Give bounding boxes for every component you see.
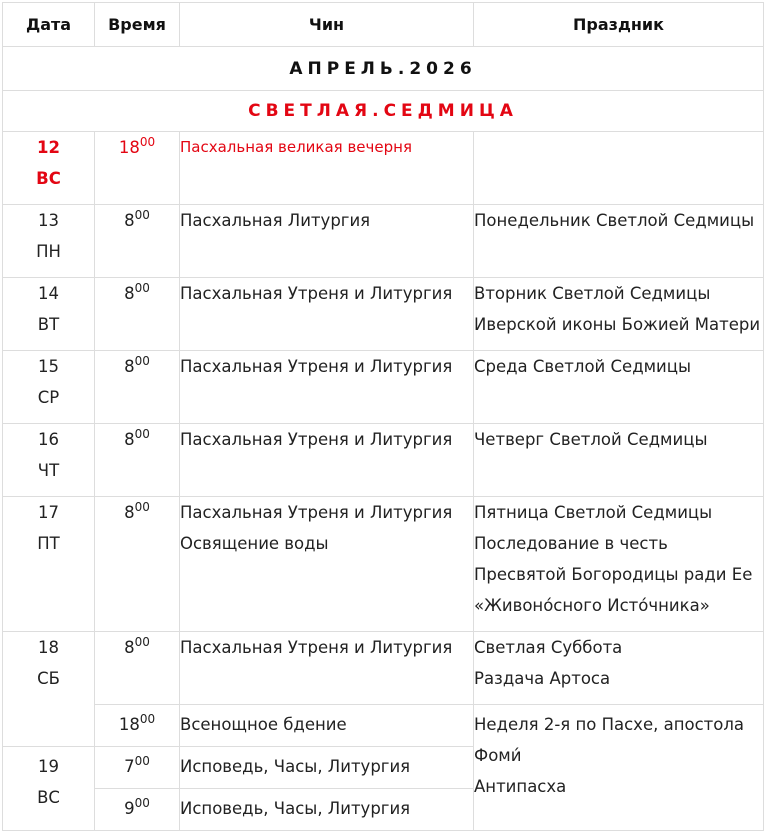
time-hour: 8 — [124, 357, 135, 376]
date-cell — [3, 278, 95, 351]
feast-cell — [474, 132, 764, 205]
table-row — [3, 351, 764, 424]
feast-cell — [474, 351, 764, 424]
feast-line: Антипасха — [474, 777, 567, 796]
month-row — [3, 47, 764, 91]
schedule-table — [2, 2, 764, 831]
feast-line: Пресвятой Богородицы ради Ее — [474, 565, 753, 584]
time-minute: 00 — [134, 796, 150, 810]
date-cell — [3, 424, 95, 497]
rite-line: Пасхальная великая вечерня — [180, 138, 412, 156]
time-cell — [95, 632, 180, 705]
weekday: ПН — [36, 242, 61, 261]
day-number: 16 — [38, 430, 59, 449]
time-minute: 00 — [134, 500, 150, 514]
date-cell — [3, 497, 95, 632]
header-date: Дата — [3, 3, 95, 47]
rite-line: Всенощное бдение — [180, 715, 347, 734]
feast-cell — [474, 205, 764, 278]
time-cell — [95, 351, 180, 424]
rite-cell — [180, 205, 474, 278]
rite-cell — [180, 278, 474, 351]
time-hour: 8 — [124, 638, 135, 657]
time-hour: 18 — [118, 715, 140, 734]
date-cell — [3, 132, 95, 205]
time-cell — [95, 705, 180, 747]
weekday: ЧТ — [37, 461, 60, 480]
feast-line: Фоми́ — [474, 746, 522, 765]
time-cell — [95, 205, 180, 278]
rite-cell — [180, 132, 474, 205]
time-minute: 00 — [134, 208, 150, 222]
feast-cell — [474, 632, 764, 705]
table-row — [3, 424, 764, 497]
feast-cell — [474, 424, 764, 497]
table-row — [3, 497, 764, 632]
rite-cell — [180, 497, 474, 632]
table-row — [3, 205, 764, 278]
week-banner: СВЕТЛАЯ.СЕДМИЦА — [3, 91, 764, 132]
feast-line: Неделя 2-я по Пасхе, апостола — [474, 715, 745, 734]
rite-cell — [180, 747, 474, 789]
time-hour: 8 — [124, 430, 135, 449]
header-time: Время — [95, 3, 180, 47]
feast-line: Светлая Суббота — [474, 638, 623, 657]
rite-line: Освящение воды — [180, 534, 329, 553]
weekday: ПТ — [37, 534, 60, 553]
feast-line: Пятница Светлой Седмицы — [474, 503, 713, 522]
time-cell — [95, 278, 180, 351]
rite-cell — [180, 789, 474, 831]
feast-cell — [474, 705, 764, 831]
rite-line: Пасхальная Утреня и Литургия — [180, 430, 453, 449]
time-minute: 00 — [134, 281, 150, 295]
rite-line: Пасхальная Утреня и Литургия — [180, 357, 453, 376]
time-cell — [95, 132, 180, 205]
table-row — [3, 132, 764, 205]
time-hour: 9 — [124, 799, 135, 818]
table-row — [3, 278, 764, 351]
weekday: СР — [37, 388, 60, 407]
date-cell — [3, 351, 95, 424]
table-row — [3, 632, 764, 705]
time-hour: 8 — [124, 211, 135, 230]
weekday: ВС — [37, 788, 60, 807]
day-number: 12 — [37, 138, 60, 157]
rite-line: Пасхальная Утреня и Литургия — [180, 638, 453, 657]
date-cell — [3, 747, 95, 831]
rite-line: Исповедь, Часы, Литургия — [180, 757, 411, 776]
time-cell — [95, 424, 180, 497]
week-row — [3, 91, 764, 132]
feast-line: Раздача Артоса — [474, 669, 611, 688]
rite-cell — [180, 351, 474, 424]
rite-line: Пасхальная Утреня и Литургия — [180, 503, 453, 522]
time-minute: 00 — [139, 712, 156, 726]
time-minute: 00 — [139, 135, 156, 149]
time-hour: 18 — [118, 138, 140, 157]
month-banner: АПРЕЛЬ.2026 — [3, 47, 764, 91]
feast-cell — [474, 278, 764, 351]
time-cell — [95, 747, 180, 789]
weekday: ВС — [36, 169, 61, 188]
feast-line: «Живоно́сного Исто́чника» — [474, 596, 710, 615]
day-number: 18 — [38, 638, 59, 657]
date-cell — [3, 205, 95, 278]
header-row — [3, 3, 764, 47]
time-minute: 00 — [134, 754, 150, 768]
date-cell — [3, 632, 95, 747]
time-cell — [95, 497, 180, 632]
time-hour: 8 — [124, 284, 135, 303]
day-number: 15 — [38, 357, 59, 376]
time-cell — [95, 789, 180, 831]
header-rite: Чин — [180, 3, 474, 47]
rite-cell — [180, 632, 474, 705]
time-minute: 00 — [134, 354, 150, 368]
day-number: 19 — [38, 757, 59, 776]
feast-line: Вторник Светлой Седмицы — [474, 284, 711, 303]
day-number: 14 — [38, 284, 59, 303]
feast-line: Последование в честь — [474, 534, 668, 553]
time-hour: 7 — [124, 757, 135, 776]
feast-cell — [474, 497, 764, 632]
time-hour: 8 — [124, 503, 135, 522]
rite-cell — [180, 705, 474, 747]
rite-cell — [180, 424, 474, 497]
feast-line: Четверг Светлой Седмицы — [474, 430, 708, 449]
feast-line: Среда Светлой Седмицы — [474, 357, 692, 376]
header-feast: Праздник — [474, 3, 764, 47]
feast-line: Иверской иконы Божией Матери — [474, 315, 761, 334]
weekday: СБ — [37, 669, 60, 688]
time-minute: 00 — [134, 635, 150, 649]
rite-line: Пасхальная Утреня и Литургия — [180, 284, 453, 303]
day-number: 17 — [38, 503, 59, 522]
day-number: 13 — [38, 211, 59, 230]
time-minute: 00 — [134, 427, 150, 441]
weekday: ВТ — [37, 315, 60, 334]
feast-line: Понедельник Светлой Седмицы — [474, 211, 755, 230]
table-row — [3, 705, 764, 747]
rite-line: Пасхальная Литургия — [180, 211, 371, 230]
rite-line: Исповедь, Часы, Литургия — [180, 799, 411, 818]
